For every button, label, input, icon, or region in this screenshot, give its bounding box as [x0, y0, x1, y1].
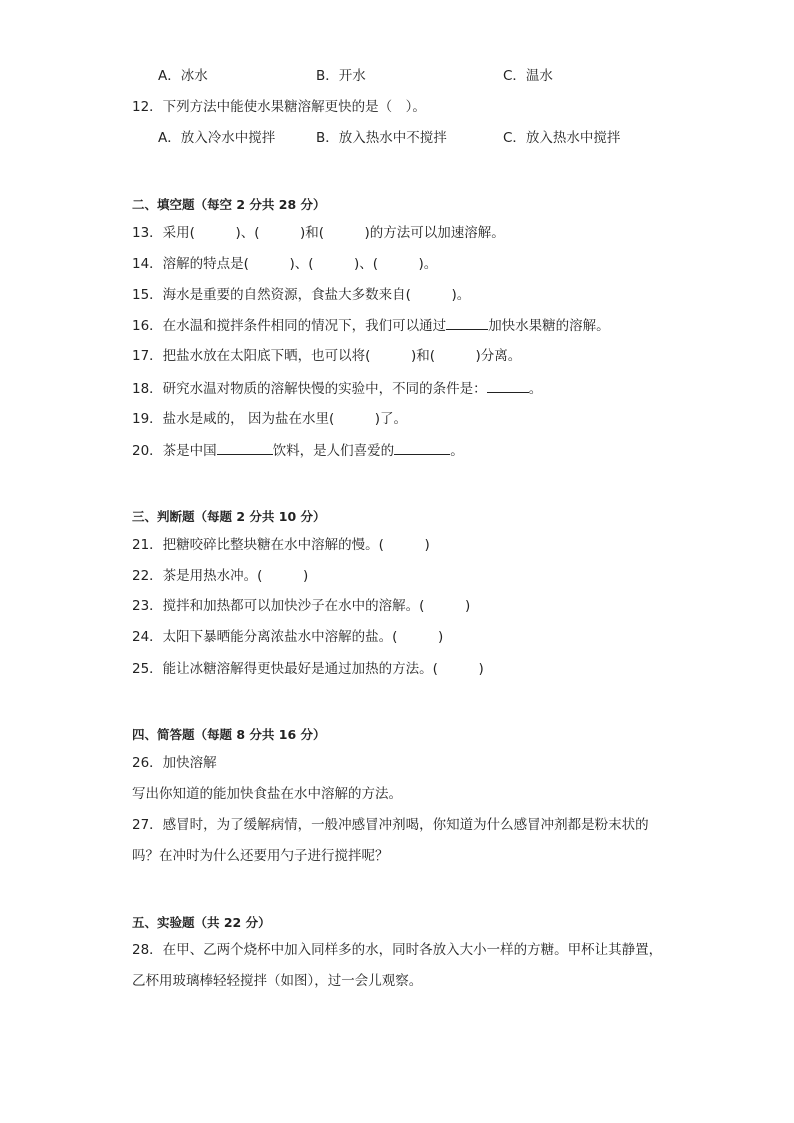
section4-title: 四、简答题（每题 8 分共 16 分） — [132, 727, 326, 742]
q19-text: 19．盐水是咸的， 因为盐在水里( )了。 — [132, 411, 408, 427]
q11-option-b: B．开水 — [316, 68, 366, 84]
q18-part2: 。 — [528, 381, 543, 397]
q12-option-b: B．放入热水中不搅拌 — [316, 130, 447, 146]
q22-text: 22．茶是用热水冲。( ) — [132, 568, 309, 584]
q23-text: 23．搅拌和加热都可以加快沙子在水中的溶解。( ) — [132, 598, 471, 614]
q13-text: 13．采用( )、( )和( )的方法可以加速溶解。 — [132, 225, 505, 241]
q20-blank-2 — [394, 441, 450, 455]
q28-line2: 乙杯用玻璃棒轻轻搅拌（如图），过一会儿观察。 — [132, 973, 423, 989]
q20-blank-1 — [217, 441, 273, 455]
section2-title: 二、填空题（每空 2 分共 28 分） — [132, 197, 326, 212]
q16-part1: 16．在水温和搅拌条件相同的情况下，我们可以通过 — [132, 318, 447, 334]
q18-text — [132, 379, 542, 398]
q16-text — [132, 316, 610, 335]
q24-text: 24．太阳下暴晒能分离浓盐水中溶解的盐。( ) — [132, 629, 444, 645]
q18-blank — [487, 379, 529, 393]
q20-part1: 20．茶是中国 — [132, 443, 217, 459]
q20-text — [132, 441, 464, 460]
q20-part3: 。 — [450, 443, 464, 459]
q26-body: 写出你知道的能加快食盐在水中溶解的方法。 — [132, 786, 402, 802]
q14-text: 14．溶解的特点是( )、( )、( )。 — [132, 256, 438, 272]
q20-part2: 饮料，是人们喜爱的 — [272, 443, 395, 459]
section3-title: 三、判断题（每题 2 分共 10 分） — [132, 509, 326, 524]
q27-line1: 27．感冒时，为了缓解病情，一般冲感冒冲剂喝，你知道为什么感冒冲剂都是粉末状的 — [132, 817, 649, 833]
q12-option-c: C．放入热水中搅拌 — [503, 130, 621, 146]
q16-blank — [446, 316, 488, 330]
q25-text: 25．能让冰糖溶解得更快最好是通过加热的方法。( ) — [132, 661, 484, 677]
q27-line2: 吗？在冲时为什么还要用勺子进行搅拌呢？ — [132, 848, 389, 864]
q15-text: 15．海水是重要的自然资源，食盐大多数来自( )。 — [132, 287, 471, 303]
q12-text: 12．下列方法中能使水果糖溶解更快的是（ ）。 — [132, 99, 426, 115]
q12-option-a: A．放入冷水中搅拌 — [158, 130, 276, 146]
q17-text: 17．把盐水放在太阳底下晒，也可以将( )和( )分离。 — [132, 348, 522, 364]
q11-option-c: C．温水 — [503, 68, 553, 84]
q11-option-a: A．冰水 — [158, 68, 208, 84]
q26-title: 26．加快溶解 — [132, 755, 217, 771]
section5-title: 五、实验题（共 22 分） — [132, 915, 271, 930]
q18-part1: 18．研究水温对物质的溶解快慢的实验中，不同的条件是： — [132, 381, 487, 397]
q28-line1: 28．在甲、乙两个烧杯中加入同样多的水，同时各放入大小一样的方糖。甲杯让其静置， — [132, 942, 663, 958]
q21-text: 21．把糖咬碎比整块糖在水中溶解的慢。( ) — [132, 537, 430, 553]
q16-part2: 加快水果糖的溶解。 — [488, 318, 610, 334]
